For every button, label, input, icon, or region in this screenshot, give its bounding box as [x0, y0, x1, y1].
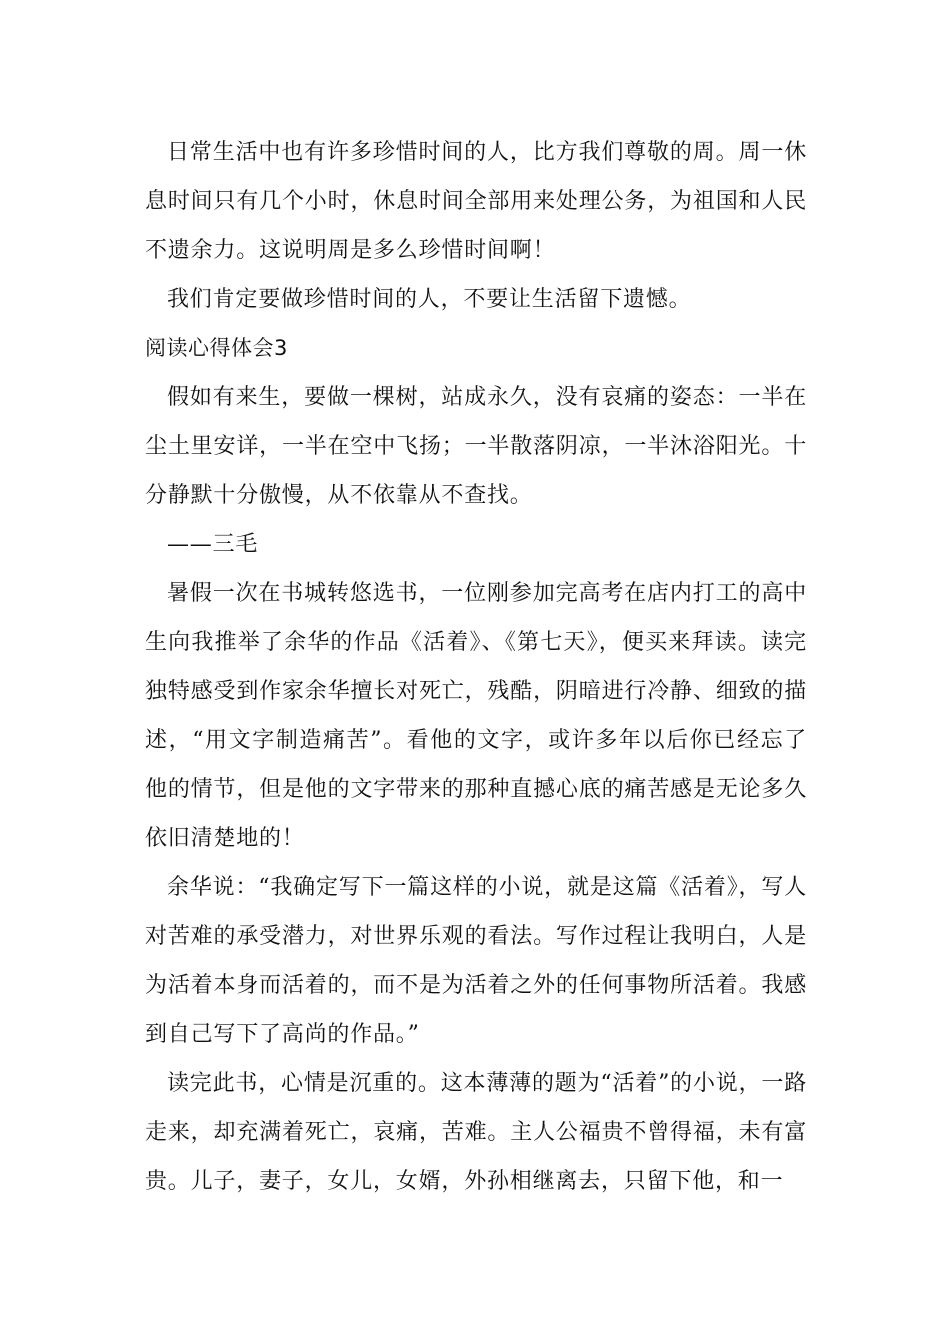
paragraph-author-quote: 余华说：“我确定写下一篇这样的小说，就是这篇《活着》，写人对苦难的承受潜力，对世界乐观的看法。写作过程让我明白，人是为活着本身而活着的，而不是为活着之外的任何事物所活着。我感到自己写下了高尚的作品。”	[145, 875, 807, 1047]
paragraph-quote: 假如有来生，要做一棵树，站成永久，没有哀痛的姿态：一半在尘土里安详，一半在空中飞扬；一半散落阴凉，一半沐浴阳光。十分静默十分傲慢，从不依靠从不查找。	[145, 385, 807, 508]
paragraph-cherish-time-example: 日常生活中也有许多珍惜时间的人，比方我们尊敬的周。周一休息时间只有几个小时，休息时间全部用来处理公务，为祖国和人民不遗余力。这说明周是多么珍惜时间啊！	[145, 140, 807, 263]
paragraph-cherish-time-conclusion: 我们肯定要做珍惜时间的人，不要让生活留下遗憾。	[167, 287, 692, 312]
document-body	[145, 128, 807, 1206]
paragraph-book-intro: 暑假一次在书城转悠选书，一位刚参加完高考在店内打工的高中生向我推举了余华的作品《活着》、《第七天》，便买来拜读。读完独特感受到作家余华擅长对死亡，残酷，阴暗进行冷静、细致的描述，“用文字制造痛苦”。看他的文字，或许多年以后你已经忘了他的情节，但是他的文字带来的那种直撼心底的痛苦感是无论多久依旧清楚地的！	[145, 581, 807, 851]
quote-attribution: ——三毛	[167, 532, 259, 557]
section-heading: 阅读心得体会3	[145, 336, 288, 360]
paragraph-reflection: 读完此书，心情是沉重的。这本薄薄的题为“活着”的小说，一路走来，却充满着死亡，哀痛，苦难。主人公福贵不曾得福，未有富贵。儿子，妻子，女儿，女婿，外孙相继离去，只留下他，和一	[145, 1071, 807, 1194]
